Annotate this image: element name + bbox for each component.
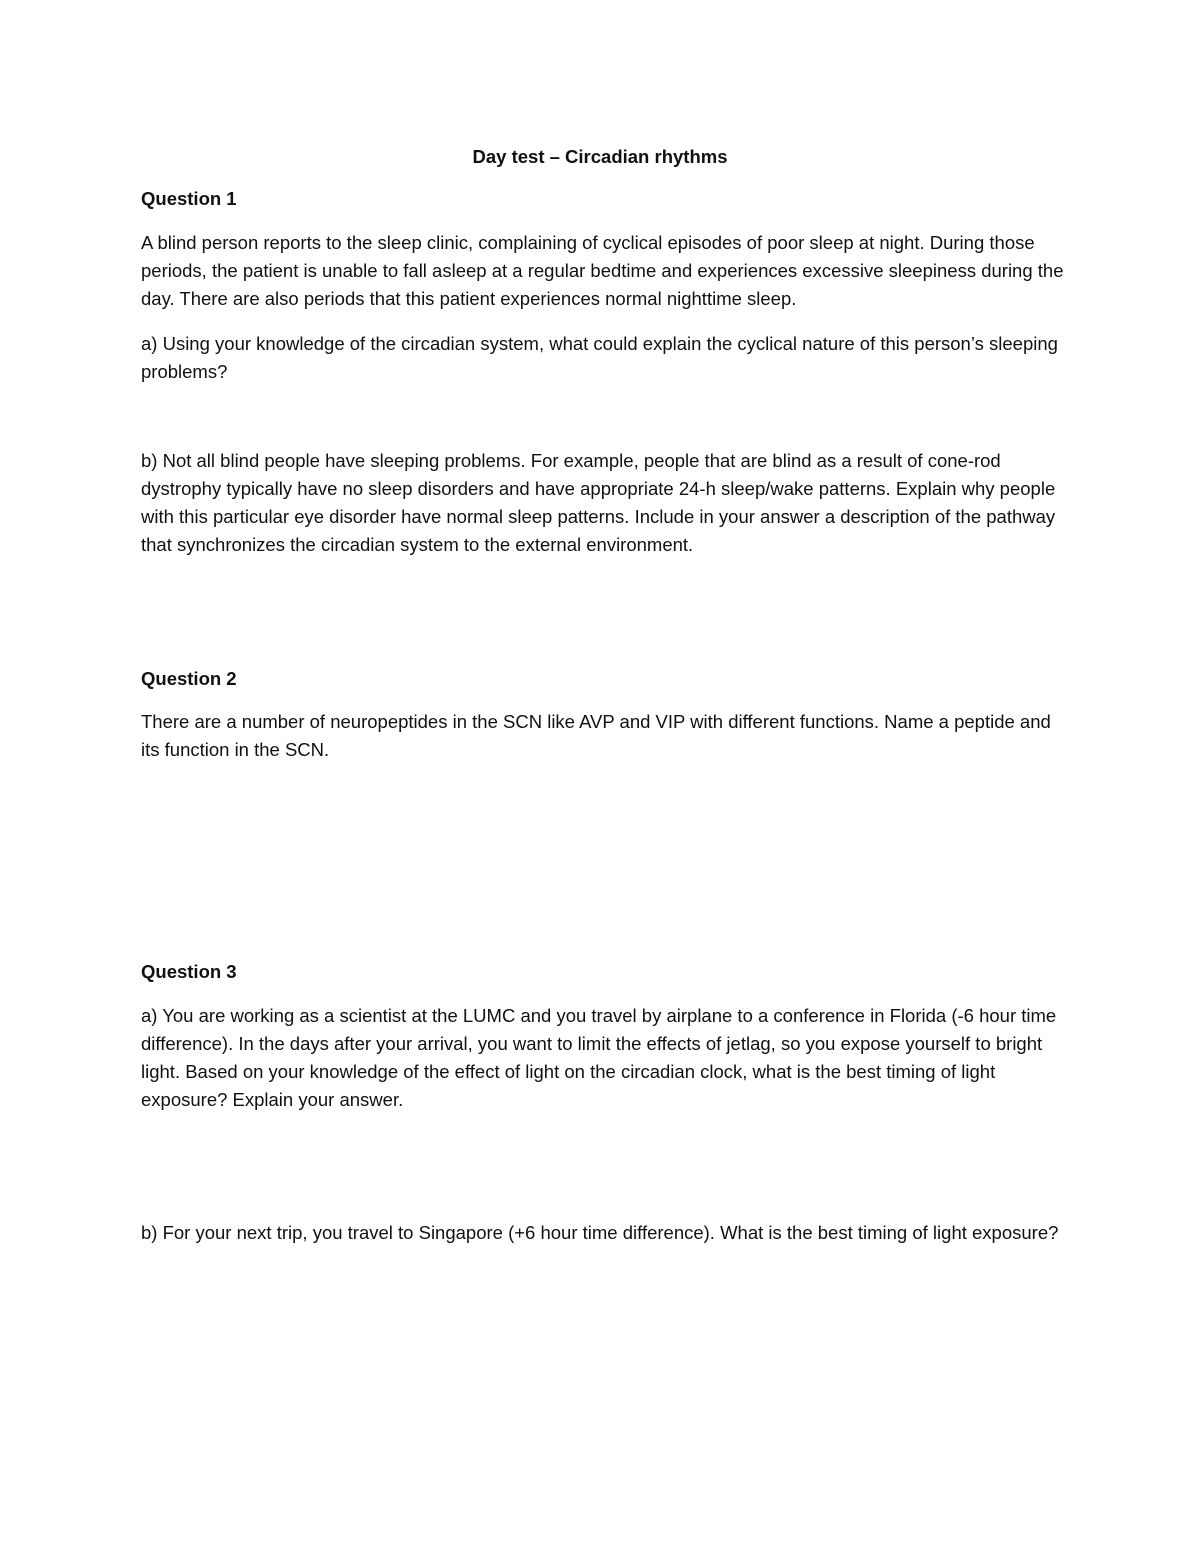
question-2-heading: Question 2	[141, 668, 237, 689]
question-1a-text: a) Using your knowledge of the circadian system, what could explain the cyclical nature of this person’s sleeping problems?	[141, 333, 1058, 382]
question-1b-text: b) Not all blind people have sleeping problems. For example, people that are blind as a result of cone-rod dystrophy typically have no sleep disorders and have appropriate 24-h sleep/wake patterns. Explain why people with this particular eye disorder have normal sleep patterns. Include in your answer a description of the pathway that synchronizes the circadian system to the external environment.	[141, 450, 1056, 555]
question-3-heading: Question 3	[141, 961, 237, 982]
question-1-scenario: A blind person reports to the sleep clinic, complaining of cyclical episodes of poor sleep at night. During those periods, the patient is unable to fall asleep at a regular bedtime and experiences excessive sleepiness during the day. There are also periods that this patient experiences normal nighttime sleep.	[141, 232, 1064, 309]
question-2-text: There are a number of neuropeptides in the SCN like AVP and VIP with different functions. Name a peptide and its function in the SCN.	[141, 711, 1051, 760]
question-3b-text: b) For your next trip, you travel to Singapore (+6 hour time difference). What is the best timing of light exposure?	[141, 1222, 1059, 1243]
question-3a-text: a) You are working as a scientist at the LUMC and you travel by airplane to a conference in Florida (-6 hour time difference). In the days after your arrival, you want to limit the effects of jetlag, so you expose yourself to bright light. Based on your knowledge of the effect of light on the circadian clock, what is the best timing of light exposure? Explain your answer.	[141, 1005, 1057, 1110]
question-1-heading: Question 1	[141, 188, 237, 209]
document-title: Day test – Circadian rhythms	[472, 146, 728, 167]
